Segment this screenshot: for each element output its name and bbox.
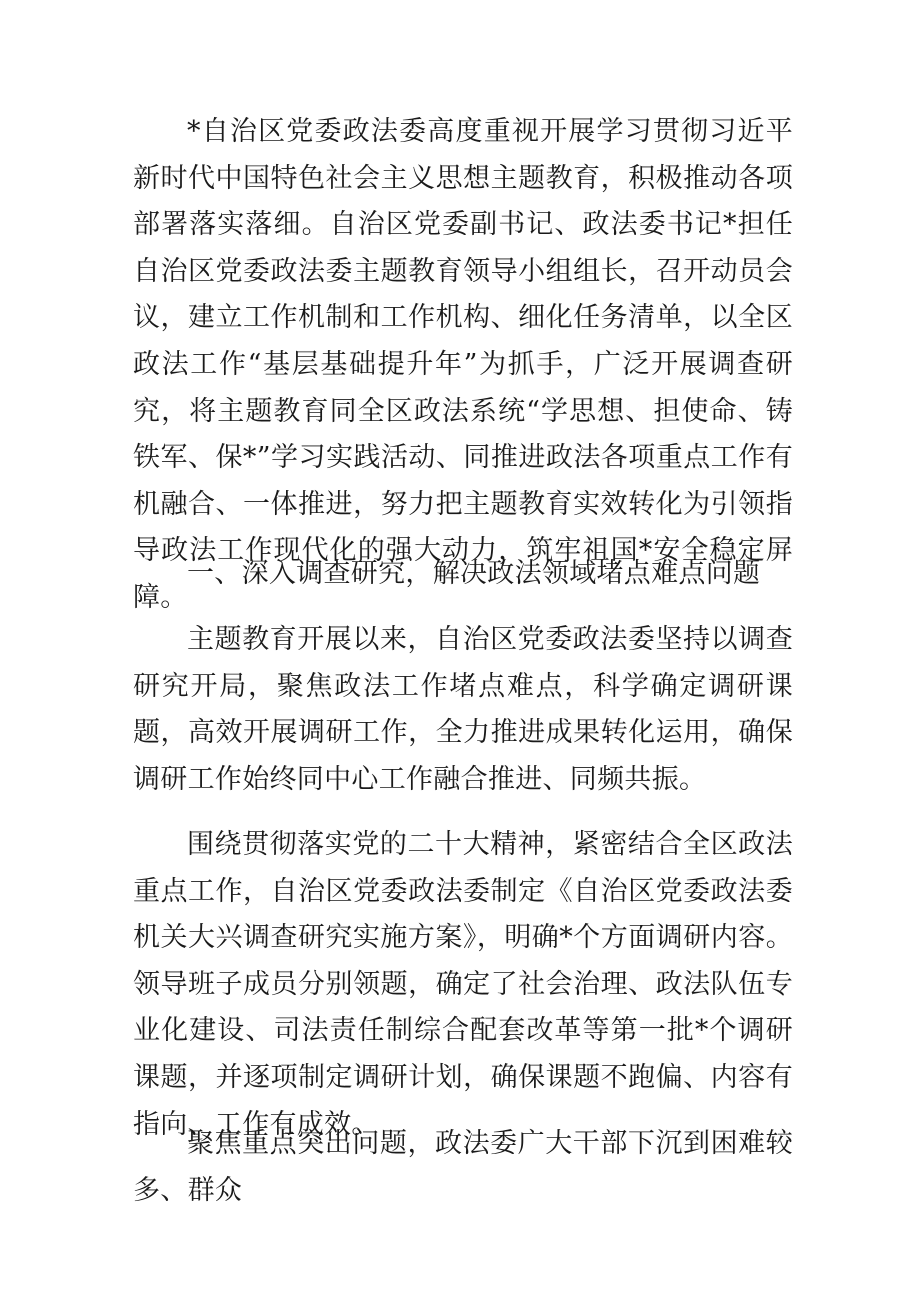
section-heading: 一、深入调查研究，解决政法领域堵点难点问题	[187, 558, 761, 589]
intro-paragraph: *自治区党委政法委高度重视开展学习贯彻习近平新时代中国特色社会主义思想主题教育，积极推动各项部署落实落细。自治区党委副书记、政法委书记*担任自治区党委政法委主题教育领导小组组长，召开动员会议，建立工作机制和工作机构、细化任务清单，以全区政法工作“基层基础提升年”为抓手，广泛开展调查研究，将主题教育同全区政法系统“学思想、担使命、铸铁军、保*”学习实践活动、同推进政法各项重点工作有机融合、一体推进，努力把主题教育实效转化为引领指导政法工作现代化的强大动力，筑牢祖国*安全稳定屏障。	[133, 116, 793, 613]
body-paragraph: 主题教育开展以来，自治区党委政法委坚持以调查研究开局，聚焦政法工作堵点难点，科学确定调研课题，高效开展调研工作，全力推进成果转化运用，确保调研工作始终同中心工作融合推进、同频共振。	[133, 624, 793, 795]
body-paragraph: 聚焦重点突出问题，政法委广大干部下沉到困难较多、群众	[133, 1128, 793, 1206]
body-paragraph: 围绕贯彻落实党的二十大精神，紧密结合全区政法重点工作，自治区党委政法委制定《自治区党委政法委机关大兴调查研究实施方案》，明确*个方面调研内容。领导班子成员分别领题，确定了社会治理、政法队伍专业化建设、司法责任制综合配套改革等第一批*个调研课题，并逐项制定调研计划，确保课题不跑偏、内容有指向、工作有成效。	[133, 829, 793, 1140]
